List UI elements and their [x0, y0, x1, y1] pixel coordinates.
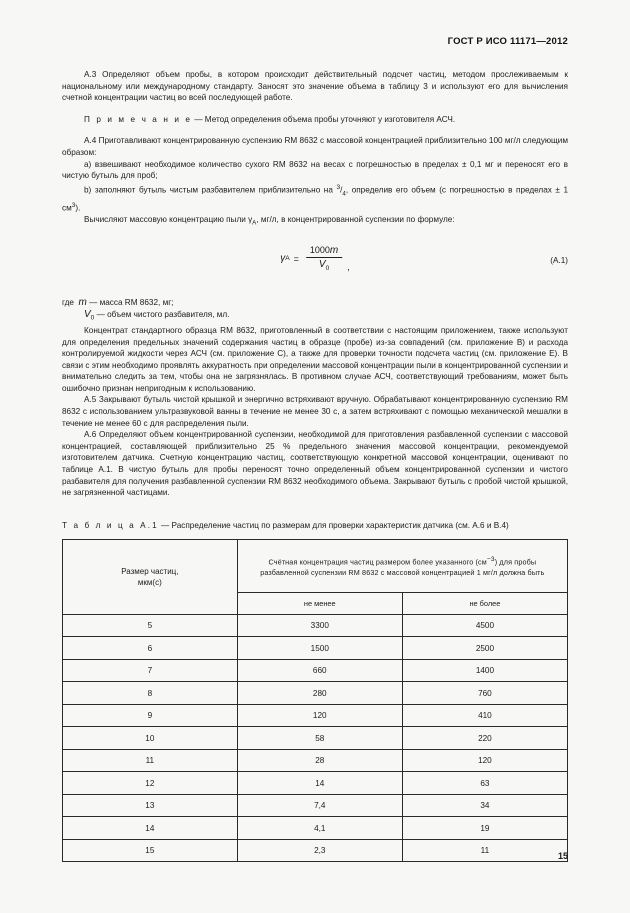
table-body [63, 614, 568, 862]
formula-equals-sign: = [293, 253, 299, 264]
table-cell-size: 8 [63, 682, 238, 705]
definition-v0-variable: V [84, 309, 91, 321]
note-label: П р и м е ч а н и е [84, 114, 193, 124]
table-cell-max: 1400 [402, 659, 567, 682]
table-cell-min: 660 [237, 659, 402, 682]
paragraph-a3: А.3 Определяют объем пробы, в котором происходит действительный подсчет частиц, методом прослеживаемым к национальному или международному стандарту. Заносят это значение объема в таблицу 3 и используют его для вычисления счетной концентрации частиц во всей последующей работе. [62, 70, 568, 103]
formula-denominator-subscript: 0 [325, 265, 330, 273]
formula-numerator-number: 1000 [309, 245, 330, 256]
table-cell-max: 410 [402, 704, 567, 727]
header-particle-size-line1: Размер частиц, [121, 566, 179, 576]
table-row [63, 794, 568, 817]
table-cell-size: 5 [63, 614, 238, 637]
definition-v0 [62, 309, 568, 325]
formula-numerator-variable: m [329, 245, 339, 257]
table-cell-max: 11 [402, 839, 567, 862]
paragraph-a4-item-a: a) взвешивают необходимое количество сухого RM 8632 на весах с погрешностью в пределах ± 0,1 мг и переносят его в чистую бутыль для проб; [62, 159, 568, 181]
paragraph-a4-item-b: b) заполняют бутыль чистым разбавителем приблизительно на $^3/_4$, определив его объем (с погрешностью в пределах ± 1 $см^3$). [62, 183, 569, 213]
table-cell-min: 4,1 [237, 817, 402, 840]
table-row [63, 817, 568, 840]
table-caption-text: — Распределение частиц по размерам для проверки характеристик датчика (см. А.6 и B.4) [158, 520, 509, 530]
table-cell-size: 15 [63, 839, 238, 862]
formula-fraction [306, 245, 342, 272]
paragraph-concentrate: Концентрат стандартного образца RM 8632, приготовленный в соответствии с настоящим приложением, также используют для определения предельных значений содержания частиц в образце (пробе) из-за совпадений (см. приложение B) и расхода контролируемой жидкости через АСЧ (см. приложение C), а также для проверки точности подсчета частиц (см. приложение E). В связи с этим необходимо проявлять аккуратность при определении массовой концентрации пыли в концентрированной суспензии и внимательно следить за тем, чтобы она не загрязнялась. В противном случае АСЧ, соответствующий требованиям, может быть ошибочно признан непригодным к использованию. [62, 325, 568, 393]
formula-trailing-comma: , [347, 262, 350, 273]
header-particle-size [63, 539, 238, 614]
formula-intro-subscript: A [252, 219, 257, 227]
formula-lhs-variable: γ [280, 253, 286, 265]
formula-numerator [306, 245, 342, 257]
header-count-exponent: −3 [486, 555, 495, 563]
paragraph-a6: А.6 Определяют объем концентрированной суспензии, необходимой для приготовления разбавленной суспензии с массовой концентрацией, составляющей приблизительно 25 % предельного значения массовой концентрации, рекомендуемой изготовителем датчика. Счетную концентрацию частиц, соответствующую конкретной массовой концентрации, оценивают по таблице А.1. В чистую бутыль для пробы переносят точно определенный объем концентрированной суспензии и чистого разбавителя для получения разбавленной суспензии RM 8632 необходимого объема. Закрывают бутыль с пробой чистой крышкой, не загрязненной частицами. [62, 430, 568, 498]
header-count-line2: разбавленной суспензии RM 8632 с массовой концентрацией 1 мг/л [260, 568, 498, 578]
table-row [63, 727, 568, 750]
table-row [63, 839, 568, 862]
table-cell-size: 12 [63, 772, 238, 795]
table-cell-min: 1500 [237, 637, 402, 660]
table-cell-min: 28 [237, 749, 402, 772]
table-caption-label: Т а б л и ц а А.1 [62, 520, 159, 530]
paragraph-a4: А.4 Приготавливают концентрированную суспензию RM 8632 с массовой концентрацией приблизительно 100 мг/л следующим образом: [62, 136, 568, 157]
a4b-fraction-numerator: 3 [336, 183, 341, 191]
definition-v0-text: — объем чистого разбавителя, мл. [94, 310, 230, 320]
header-particle-size-line2: мкм(с) [137, 577, 162, 587]
table-head [63, 539, 568, 614]
definition-v0-subscript: 0 [90, 314, 95, 322]
definition-where-label: где [62, 298, 74, 308]
table-cell-max: 2500 [402, 637, 567, 660]
a4b-text-end: ). [75, 203, 81, 213]
table-caption [62, 521, 568, 530]
definition-m [62, 297, 568, 309]
table-cell-size: 9 [63, 704, 238, 727]
table-header-row-1 [63, 539, 568, 592]
note-paragraph [62, 114, 568, 126]
table-row [63, 704, 568, 727]
table-cell-max: 19 [402, 817, 567, 840]
standard-header: ГОСТ Р ИСО 11171—2012 [447, 36, 568, 47]
formula-denominator [315, 258, 333, 272]
formula-denominator-variable: V [318, 259, 326, 271]
page-number: 15 [557, 851, 568, 861]
a4b-text-pre: b) заполняют бутыль чистым разбавителем приблизительно на [84, 185, 337, 195]
table-cell-max: 4500 [402, 614, 567, 637]
table-cell-max: 220 [402, 727, 567, 750]
formula-intro [62, 214, 568, 229]
formula-definitions [62, 297, 568, 325]
table-cell-min: 3300 [237, 614, 402, 637]
table-cell-min: 58 [237, 727, 402, 750]
table-cell-max: 760 [402, 682, 567, 705]
a4b-cubic-exponent: 3 [71, 201, 76, 209]
table-cell-min: 14 [237, 772, 402, 795]
formula-intro-pre: Вычисляют массовую концентрацию пыли γ [84, 215, 253, 225]
particle-size-table [62, 539, 568, 863]
table-cell-max: 120 [402, 749, 567, 772]
table-cell-size: 13 [63, 794, 238, 817]
table-cell-min: 7,4 [237, 794, 402, 817]
definition-m-text: — масса RM 8632, мг; [86, 298, 174, 308]
table-cell-size: 14 [63, 817, 238, 840]
paragraph-a5: А.5 Закрывают бутыль чистой крышкой и энергично встряхивают вручную. Обрабатывают концентрированную суспензию RM 8632 с использованием ультразвуковой ванны в течение не менее 30 с, а затем встряхивают с помощью механической мешалки в течение не менее 60 с для распределения пыли. [62, 395, 568, 428]
header-count-line1b: ) для пробы [494, 557, 537, 567]
table-row [63, 749, 568, 772]
formula-expression [280, 245, 350, 272]
page-content [62, 0, 568, 913]
header-count-concentration [237, 539, 567, 592]
table-cell-size: 10 [63, 727, 238, 750]
table-cell-min: 120 [237, 704, 402, 727]
definition-m-variable: m [78, 297, 87, 309]
header-min: не менее [237, 592, 402, 614]
table-cell-size: 11 [63, 749, 238, 772]
table-cell-size: 7 [63, 659, 238, 682]
body-text [62, 69, 568, 499]
formula-intro-rest: , мг/л, в концентрированной суспензии по формуле: [256, 215, 455, 225]
a4b-text-post: , определив его объем (с погрешностью в пределах ± 1 см [62, 185, 569, 213]
table-row [63, 772, 568, 795]
formula-number: (А.1) [550, 256, 568, 266]
table-cell-max: 63 [402, 772, 567, 795]
table-cell-min: 280 [237, 682, 402, 705]
header-count-line3: должна быть [499, 568, 545, 578]
table-cell-min: 2,3 [237, 839, 402, 862]
formula-block [62, 245, 568, 283]
note-text: — Метод определения объема пробы уточняют у изготовителя АСЧ. [192, 114, 456, 124]
formula-lhs-subscript: A [285, 255, 290, 263]
header-max: не более [402, 592, 567, 614]
table-cell-size: 6 [63, 637, 238, 660]
table-cell-max: 34 [402, 794, 567, 817]
table-row [63, 659, 568, 682]
table-row [63, 614, 568, 637]
table-row [63, 637, 568, 660]
table-row [63, 682, 568, 705]
header-count-line1a: Счётная концентрация частиц размером более указанного (см [268, 557, 487, 567]
a4b-fraction-denominator: 4 [342, 190, 346, 198]
